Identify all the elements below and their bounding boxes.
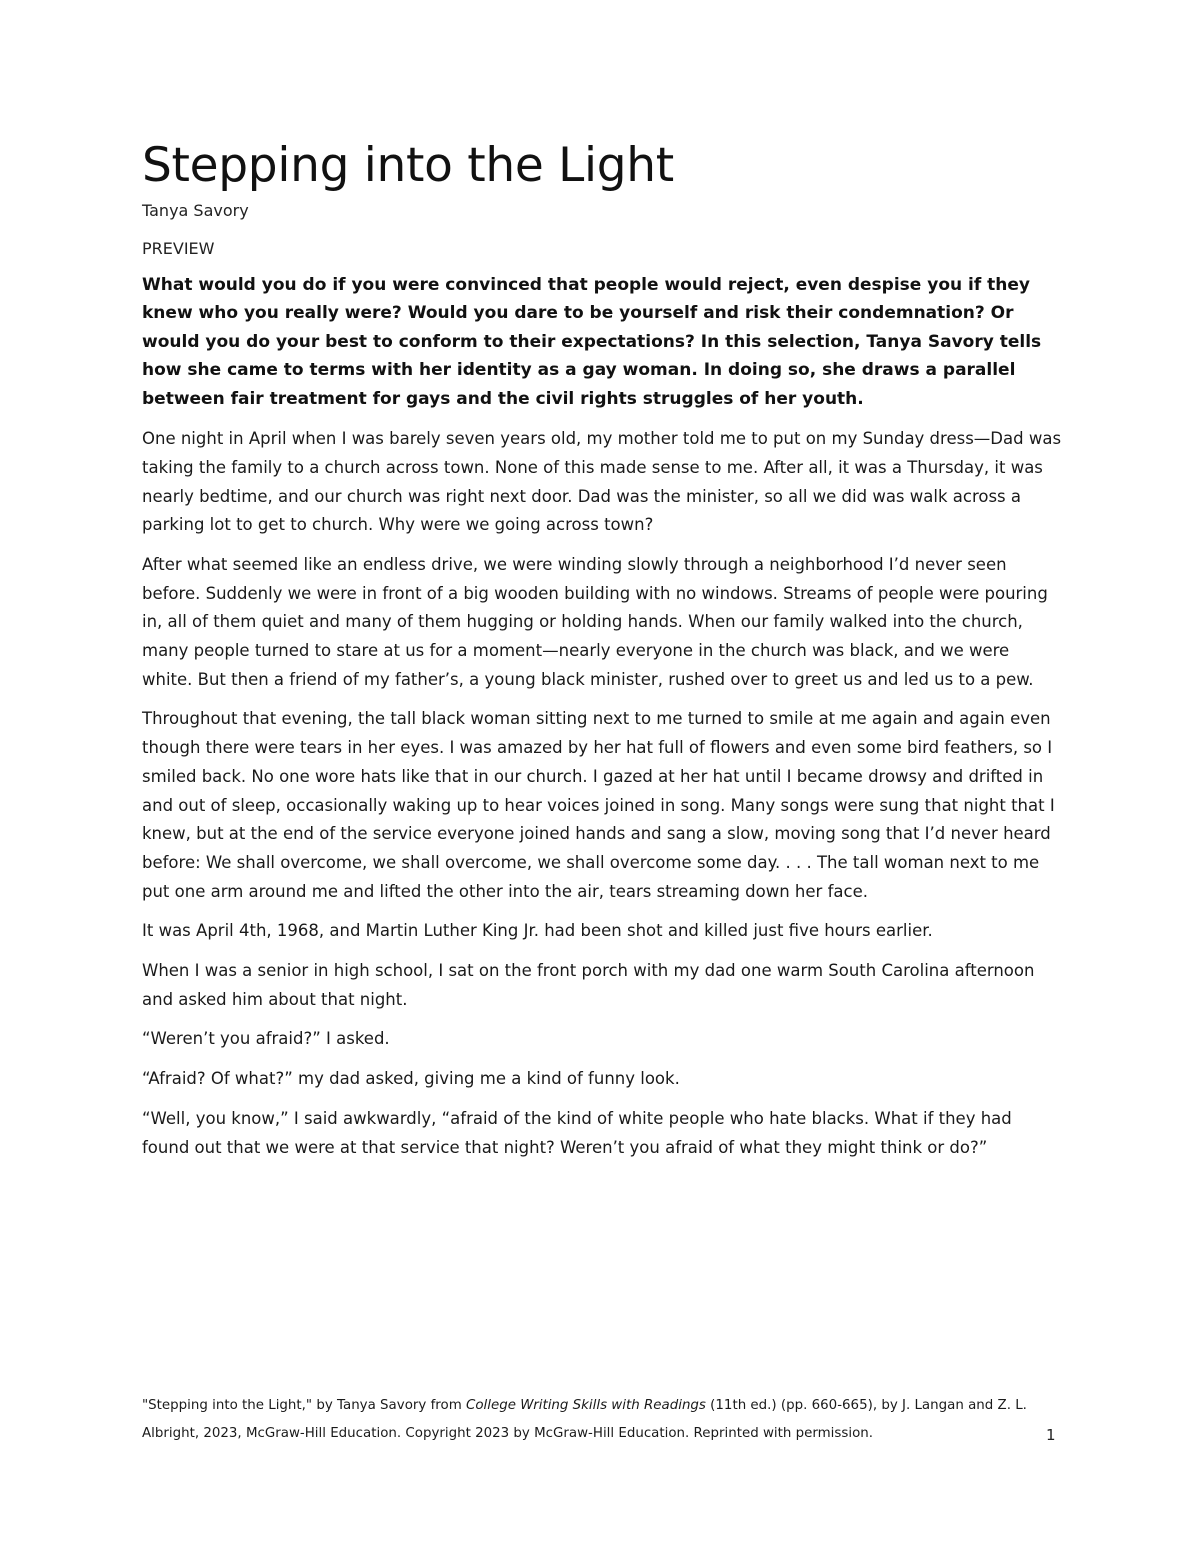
paragraph-4: It was April 4th, 1968, and Martin Luther King Jr. had been shot and killed just five hours earlier. <box>142 921 933 941</box>
paragraph-1: One night in April when I was barely seven years old, my mother told me to put on my Sunday dress—Dad was taking the family to a church across town. None of this made sense to me. After all, it was a Thursday, it was nearly bedtime, and our church was right next door. Dad was the minister, so all we did was walk across a parking lot to get to church. Why were we going across town? <box>142 429 1062 535</box>
preview-label: PREVIEW <box>142 238 215 258</box>
footnote-part-2: (11th ed.) (pp. 660-665), by J. Langan and Z. L. Albright, 2023, McGraw-Hill Education. Copyright 2023 by McGraw-Hill Education. Reprinted with permission. <box>142 1398 1027 1441</box>
footnote-book-title: College Writing Skills with Readings <box>466 1398 706 1413</box>
footnote-part-1: "Stepping into the Light," by Tanya Savory from <box>142 1398 466 1413</box>
page-number: 1 <box>1046 1426 1056 1444</box>
paragraph-5: When I was a senior in high school, I sat on the front porch with my dad one warm South Carolina afternoon and asked him about that night. <box>142 961 1035 1009</box>
document-title: Stepping into the Light <box>142 138 674 193</box>
citation-footnote <box>142 1392 1062 1448</box>
paragraph-2: After what seemed like an endless drive, we were winding slowly through a neighborhood I’d never seen before. Suddenly we were in front of a big wooden building with no windows. Streams of people were pouring in, all of them quiet and many of them hugging or holding hands. When our family walked into the church, many people turned to stare at us for a moment—nearly everyone in the church was black, and we were white. But then a friend of my father’s, a young black minister, rushed over to greet us and led us to a pew. <box>142 554 1048 689</box>
document-body <box>142 140 1062 1173</box>
preview-text: What would you do if you were convinced that people would reject, even despise you if they knew who you really were? Would you dare to be yourself and risk their condemnation? Or would you do your best to conform to their expectations? In this selection, Tanya Savory tells how she came to terms with her identity as a gay woman. In doing so, she draws a parallel between fair treatment for gays and the civil rights struggles of her youth. <box>142 274 1042 409</box>
paragraph-6: “Weren’t you afraid?” I asked. <box>142 1029 390 1049</box>
paragraph-7: “Afraid? Of what?” my dad asked, giving me a kind of funny look. <box>142 1069 680 1089</box>
author-name: Tanya Savory <box>142 200 249 220</box>
paragraph-3: Throughout that evening, the tall black woman sitting next to me turned to smile at me again and again even though there were tears in her eyes. I was amazed by her hat full of flowers and even some bird feathers, so I smiled back. No one wore hats like that in our church. I gazed at her hat until I became drowsy and drifted in and out of sleep, occasionally waking up to hear voices joined in song. Many songs were sung that night that I knew, but at the end of the service everyone joined hands and sang a slow, moving song that I’d never heard before: We shall overcome, we shall overcome, we shall overcome some day. . . . The tall woman next to me put one arm around me and lifted the other into the air, tears streaming down her face. <box>142 709 1055 901</box>
paragraph-8: “Well, you know,” I said awkwardly, “afraid of the kind of white people who hate blacks. What if they had found out that we were at that service that night? Weren’t you afraid of what they might think or do?” <box>142 1108 1012 1157</box>
